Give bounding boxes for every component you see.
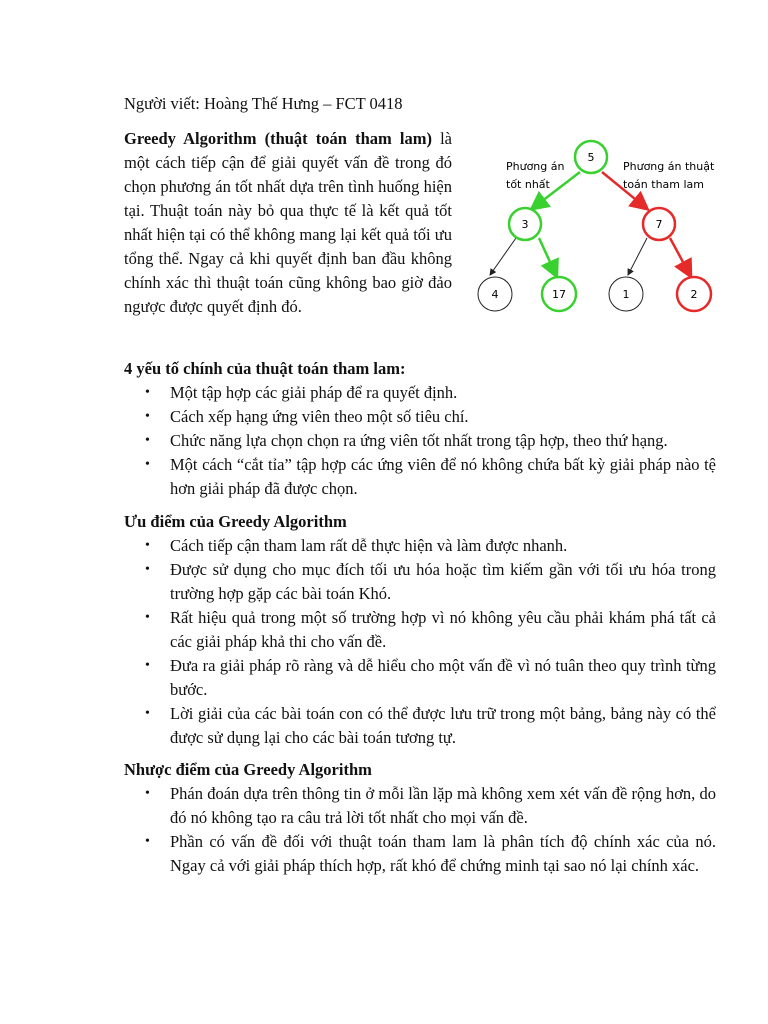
intro-paragraph (124, 127, 452, 319)
list-item: • Lời giải của các bài toán con có thể được lưu trữ trong một bảng, bảng này có thể được sử dụng lại cho các bài toán tương tự. (145, 704, 716, 747)
node-left (509, 208, 541, 240)
edge-right-rl (628, 238, 647, 275)
node-right (643, 208, 675, 240)
bullet-icon: • (145, 457, 150, 472)
bullet-icon: • (145, 409, 150, 424)
label-best-line2: tốt nhất (506, 178, 550, 191)
intro-text: là một cách tiếp cận để giải quyết vấn đề trong đó chọn phương án tốt nhất dựa trên tình huống hiện tại. Thuật toán này bỏ qua thực tế là kết quả tốt nhất hiện tại có thể không mang lại kết quả tối ưu tổng thể. Ngay cả khi quyết định ban đầu không chính xác thì thuật toán cũng không bao giờ đảo ngược được quyết định đó. (124, 129, 452, 316)
bullet-icon: • (145, 786, 150, 801)
bullet-icon: • (145, 385, 150, 400)
label-greedy-line2: toán tham lam (623, 178, 705, 191)
svg-text:2: 2 (690, 288, 698, 301)
bullet-list (124, 534, 716, 750)
list-item: • Cách xếp hạng ứng viên theo một số tiêu chí. (124, 405, 716, 429)
section-advantages (124, 510, 716, 750)
bullet-icon: • (145, 834, 150, 849)
greedy-tree-diagram (470, 130, 730, 320)
section-title: Ưu điểm của Greedy Algorithm (124, 512, 347, 531)
svg-text:5: 5 (587, 151, 595, 164)
label-best-line1: Phương án (506, 160, 565, 173)
bullet-icon: • (145, 562, 150, 577)
intro-bold-term: Greedy Algorithm (thuật toán tham lam) (124, 129, 432, 148)
svg-text:1: 1 (622, 288, 630, 301)
list-item: • Phần có vấn đề đối với thuật toán tham lam là phân tích độ chính xác của nó. Ngay cả với giải pháp thích hợp, rất khó để chứng minh tại sao nó lại chính xác. (145, 832, 716, 875)
svg-text:7: 7 (655, 218, 663, 231)
svg-text:3: 3 (521, 218, 529, 231)
node-lr (542, 277, 576, 311)
author-line: Người viết: Hoàng Thế Hưng – FCT 0418 (124, 94, 403, 113)
list-item: • Được sử dụng cho mục đích tối ưu hóa hoặc tìm kiếm gần với tối ưu hóa trong trường hợp gặp các bài toán Khó. (145, 560, 716, 603)
edge-left-ll (490, 238, 516, 275)
label-greedy-line1: Phương án thuật (623, 160, 715, 173)
edge-right-rr (670, 238, 690, 275)
section-title: 4 yếu tố chính của thuật toán tham lam: (124, 359, 406, 378)
bullet-icon: • (145, 706, 150, 721)
bullet-list (124, 381, 716, 501)
list-item: • Một cách “cắt tỉa” tập hợp các ứng viên để nó không chứa bất kỳ giải pháp nào tệ hơn giải pháp đã được chọn. (145, 455, 716, 498)
section-disadvantages (124, 758, 716, 878)
node-ll (478, 277, 512, 311)
list-item: • Đưa ra giải pháp rõ ràng và dễ hiểu cho một vấn đề vì nó tuân theo quy trình từng bước. (145, 656, 716, 699)
bullet-list (124, 782, 716, 878)
svg-text:17: 17 (552, 288, 566, 301)
list-item: • Chức năng lựa chọn chọn ra ứng viên tốt nhất trong tập hợp, theo thứ hạng. (124, 429, 716, 453)
list-item: • Một tập hợp các giải pháp để ra quyết định. (124, 381, 716, 405)
node-rr (677, 277, 711, 311)
node-root (575, 141, 607, 173)
list-item: • Phán đoán dựa trên thông tin ở mỗi lần lặp mà không xem xét vấn đề rộng hơn, do đó nó không tạo ra câu trả lời tốt nhất cho mọi vấn đề. (145, 784, 716, 827)
list-item: • Rất hiệu quả trong một số trường hợp vì nó không yêu cầu phải khám phá tất cả các giải pháp khả thi cho vấn đề. (145, 608, 716, 651)
svg-text:4: 4 (491, 288, 499, 301)
bullet-icon: • (145, 433, 150, 448)
node-rl (609, 277, 643, 311)
section-key-elements (124, 357, 716, 501)
bullet-icon: • (145, 658, 150, 673)
section-title: Nhược điểm của Greedy Algorithm (124, 760, 372, 779)
bullet-icon: • (145, 538, 150, 553)
edge-left-lr (539, 238, 556, 275)
bullet-icon: • (145, 610, 150, 625)
list-item: • Cách tiếp cận tham lam rất dễ thực hiện và làm được nhanh. (124, 534, 716, 558)
